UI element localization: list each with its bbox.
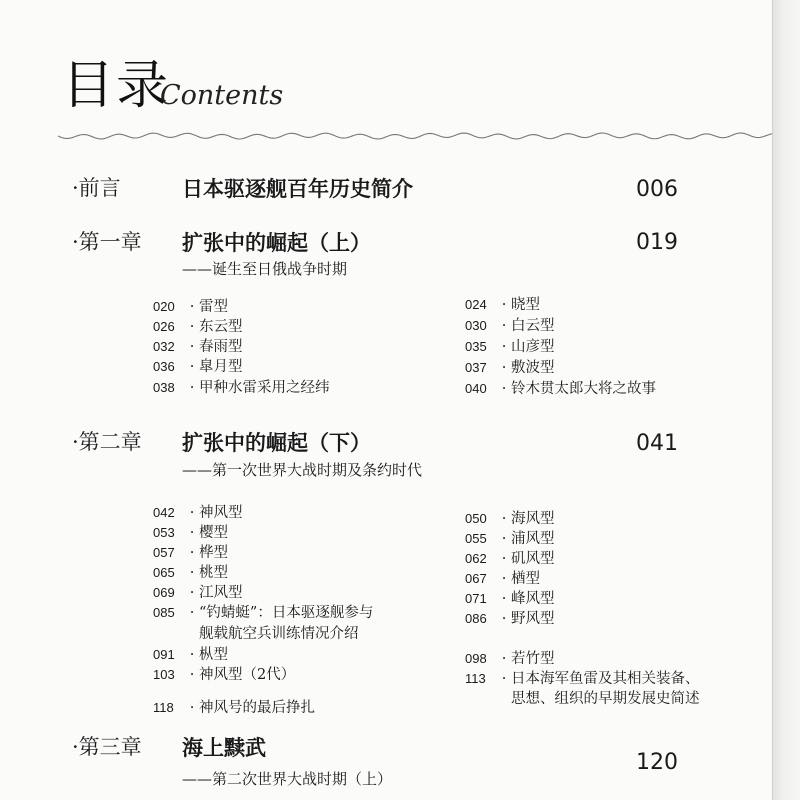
- toc-entry: 098 · 若竹型: [465, 651, 555, 667]
- toc-entry: 053 · 樱型: [153, 525, 228, 541]
- toc-entry: 086 · 野风型: [465, 611, 555, 627]
- page-title: 目录: [62, 56, 171, 116]
- toc-entry: 069 · 江风型: [153, 585, 243, 601]
- toc-entry-continuation: 舰载航空兵训练情况介绍: [199, 626, 359, 642]
- section-subtitle-chapter-1: ——诞生至日俄战争时期: [182, 260, 348, 278]
- page-title-english: Contents: [160, 80, 284, 111]
- toc-entry: 030 · 白云型: [465, 318, 555, 334]
- section-page-chapter-2: 041: [636, 431, 678, 456]
- wavy-divider: [58, 124, 772, 148]
- toc-entry: 113 · 日本海军鱼雷及其相关装备、: [465, 671, 700, 687]
- toc-entry: 042 · 神风型: [153, 505, 243, 521]
- toc-entry: 085 · “钓蜻蜓”：日本驱逐舰参与: [153, 605, 374, 621]
- toc-entry: 040 · 铃木贯太郎大将之故事: [465, 381, 656, 397]
- toc-entry: 057 · 桦型: [153, 545, 228, 561]
- section-title-chapter-3: 海上黩武: [182, 735, 266, 760]
- page-edge: [772, 0, 800, 800]
- toc-entry: 050 · 海风型: [465, 511, 555, 527]
- section-page-preface: 006: [636, 177, 678, 202]
- toc-entry: 091 · 枞型: [153, 647, 228, 663]
- toc-entry: 038 · 甲种水雷采用之经纬: [153, 380, 330, 396]
- toc-entry: 065 · 桃型: [153, 565, 228, 581]
- toc-entry: 036 · 皐月型: [153, 359, 243, 375]
- toc-entry: 062 · 矶风型: [465, 551, 555, 567]
- toc-entry: 071 · 峰风型: [465, 591, 555, 607]
- toc-entry: 026 · 东云型: [153, 319, 243, 335]
- toc-entry: 020 · 雷型: [153, 299, 228, 315]
- toc-entry: 055 · 浦风型: [465, 531, 555, 547]
- toc-entry-continuation: 思想、组织的早期发展史简述: [511, 691, 700, 707]
- toc-entry: 103 · 神风型（2代）: [153, 667, 296, 683]
- section-subtitle-chapter-2: ——第一次世界大战时期及条约时代: [182, 461, 423, 479]
- toc-entry: 035 · 山彦型: [465, 339, 555, 355]
- section-label-chapter-1: ·第一章: [72, 230, 142, 254]
- toc-entry: 067 · 楢型: [465, 571, 540, 587]
- section-page-chapter-1: 019: [636, 230, 678, 255]
- section-page-chapter-3: 120: [636, 750, 678, 775]
- section-title-preface: 日本驱逐舰百年历史简介: [182, 176, 413, 201]
- toc-entry: 024 · 晓型: [465, 297, 540, 313]
- toc-entry: 032 · 春雨型: [153, 339, 243, 355]
- section-title-chapter-2: 扩张中的崛起（下）: [182, 430, 371, 455]
- section-title-chapter-1: 扩张中的崛起（上）: [182, 230, 371, 255]
- section-label-chapter-2: ·第二章: [72, 430, 142, 454]
- toc-entry: 118 · 神风号的最后挣扎: [153, 700, 315, 716]
- toc-entry: 037 · 敷波型: [465, 360, 555, 376]
- section-label-preface: ·前言: [72, 176, 121, 200]
- section-label-chapter-3: ·第三章: [72, 735, 142, 759]
- section-subtitle-chapter-3: ——第二次世界大战时期（上）: [182, 770, 393, 788]
